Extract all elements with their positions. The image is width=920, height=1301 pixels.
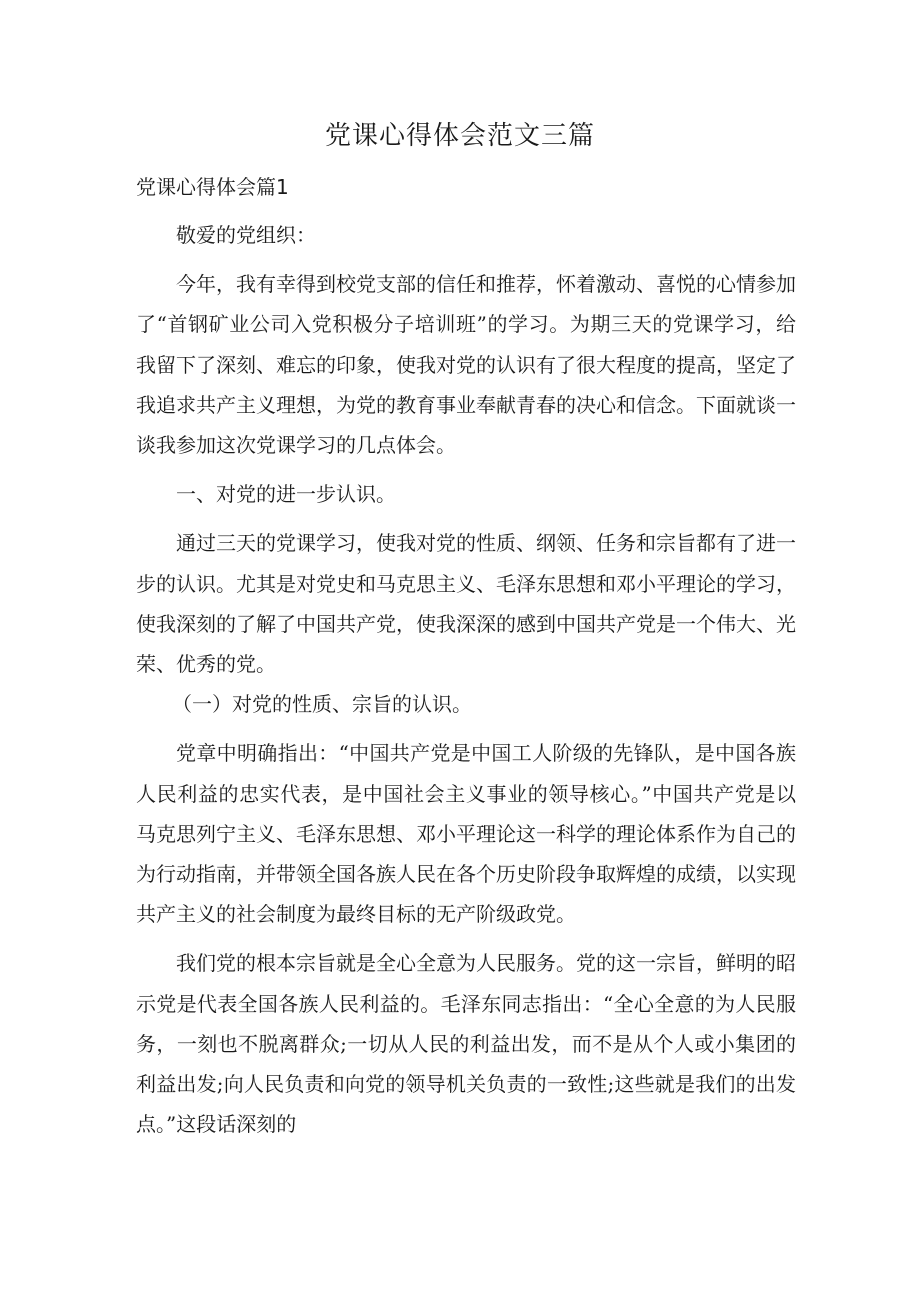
document-title: 党课心得体会范文三篇	[324, 121, 595, 151]
subsection-heading: （一）对党的性质、宗旨的认识。	[172, 692, 472, 717]
body-paragraph: 通过三天的党课学习，使我对党的性质、纲领、任务和宗旨都有了进一步的认识。尤其是对党史和马克思主义、毛泽东思想和邓小平理论的学习，使我深刻的了解了中国共产党，使我深深的感到中国共产党是一个伟大、光荣、优秀的党。	[136, 531, 796, 677]
subsection-heading: 一、对党的进一步认识。	[176, 482, 396, 507]
section-heading: 党课心得体会篇1	[136, 175, 289, 199]
document-body	[136, 215, 796, 1144]
body-paragraph: 今年，我有幸得到校党支部的信任和推荐，怀着激动、喜悦的心情参加了“首钢矿业公司入党积极分子培训班”的学习。为期三天的党课学习，给我留下了深刻、难忘的印象，使我对党的认识有了很大程度的提高，坚定了我追求共产主义理想，为党的教育事业奉献青春的决心和信念。下面就谈一谈我参加这次党课学习的几点体会。	[136, 272, 796, 458]
salutation-paragraph: 敬爱的党组织：	[176, 223, 316, 247]
body-paragraph: 我们党的根本宗旨就是全心全意为人民服务。党的这一宗旨，鲜明的昭示党是代表全国各族人民利益的。毛泽东同志指出：“全心全意的为人民服务，一刻也不脱离群众;一切从人民的利益出发，而不是从个人或小集团的利益出发;向人民负责和向党的领导机关负责的一致性;这些就是我们的出发点。”这段话深刻的	[136, 951, 796, 1137]
body-paragraph: 党章中明确指出：“中国共产党是中国工人阶级的先锋队，是中国各族人民利益的忠实代表，是中国社会主义事业的领导核心。”中国共产党是以马克思列宁主义、毛泽东思想、邓小平理论这一科学的理论体系作为自己的为行动指南，并带领全国各族人民在各个历史阶段争取辉煌的成绩，以实现共产主义的社会制度为最终目标的无产阶级政党。	[136, 741, 796, 927]
